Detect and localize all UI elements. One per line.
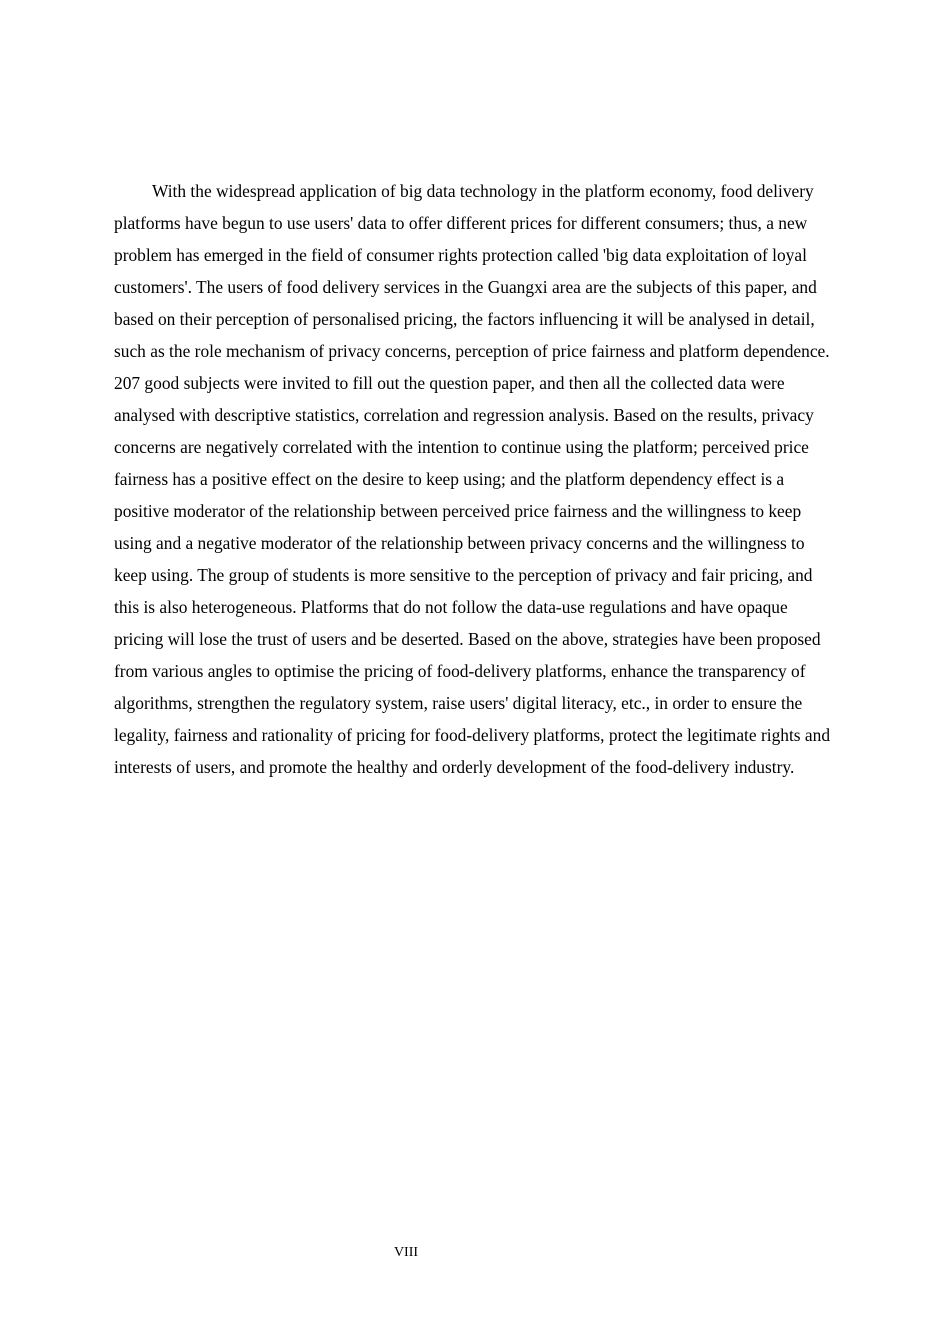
abstract-paragraph: With the widespread application of big data technology in the platform economy, food delivery platforms have begun to use users' data to offer different prices for different consumers; thus, a new problem has emerged in the field of consumer rights protection called 'big data exploitation of loyal customers'. The users of food delivery services in the Guangxi area are the subjects of this paper, and based on their perception of personalised pricing, the factors influencing it will be analysed in detail, such as the role mechanism of privacy concerns, perception of price fairness and platform dependence. 207 good subjects were invited to fill out the question paper, and then all the collected data were analysed with descriptive statistics, correlation and regression analysis. Based on the results, privacy concerns are negatively correlated with the intention to continue using the platform; perceived price fairness has a positive effect on the desire to keep using; and the platform dependency effect is a positive moderator of the relationship between perceived price fairness and the willingness to keep using and a negative moderator of the relationship between privacy concerns and the willingness to keep using. The group of students is more sensitive to the perception of privacy and fair pricing, and this is also heterogeneous. Platforms that do not follow the data-use regulations and have opaque pricing will lose the trust of users and be deserted. Based on the above, strategies have been proposed from various angles to optimise the pricing of food-delivery platforms, enhance the transparency of algorithms, strengthen the regulatory system, raise users' digital literacy, etc., in order to ensure the legality, fairness and rationality of pricing for food-delivery platforms, protect the legitimate rights and interests of users, and promote the healthy and orderly development of the food-delivery industry.: [114, 181, 831, 777]
page-number: VIII: [393, 1245, 419, 1260]
